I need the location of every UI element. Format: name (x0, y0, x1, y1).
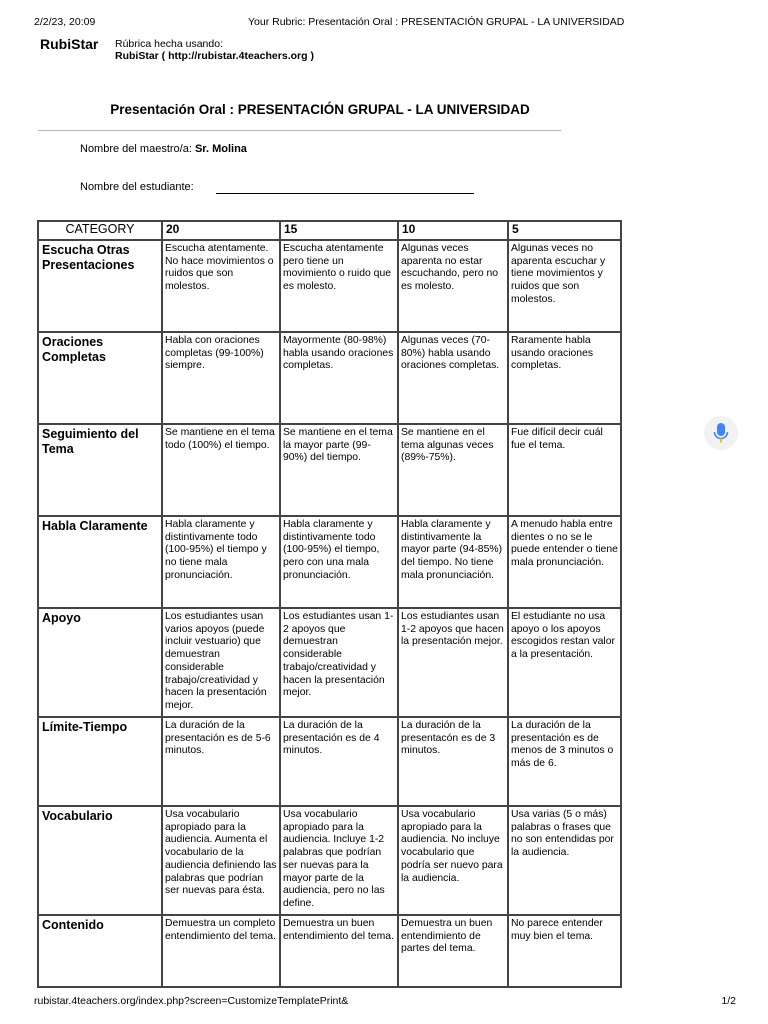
descriptor-cell: Se mantiene en el tema la mayor parte (99-90%) del tiempo. (280, 424, 398, 516)
header-row (38, 221, 621, 240)
descriptor-cell: Usa vocabulario apropiado para la audiencia. Incluye 1-2 palabras que podrían ser nuevas para la mayor parte de la audiencia, pero no las define. (280, 806, 398, 915)
category-cell: Vocabulario (38, 806, 162, 915)
category-cell: Escucha Otras Presentaciones (38, 240, 162, 332)
table-row (38, 806, 621, 915)
descriptor-cell: Habla claramente y distintivamente todo (100-95%) el tiempo, pero con una mala pronunciación. (280, 516, 398, 608)
student-label: Nombre del estudiante: (80, 181, 194, 193)
header-score-20: 20 (162, 221, 280, 240)
descriptor-cell: Demuestra un buen entendimiento del tema. (280, 915, 398, 987)
descriptor-cell: No parece entender muy bien el tema. (508, 915, 621, 987)
category-cell: Contenido (38, 915, 162, 987)
descriptor-cell: Mayormente (80-98%) habla usando oraciones completas. (280, 332, 398, 424)
descriptor-cell: Demuestra un buen entendimiento de partes del tema. (398, 915, 508, 987)
category-cell: Habla Claramente (38, 516, 162, 608)
page-title: Presentación Oral : PRESENTACIÓN GRUPAL - LA UNIVERSIDAD (110, 102, 530, 117)
student-name-blank (216, 193, 474, 194)
descriptor-cell: Fue difícil decir cuál fue el tema. (508, 424, 621, 516)
microphone-icon (713, 422, 729, 444)
descriptor-cell: Se mantiene en el tema todo (100%) el tiempo. (162, 424, 280, 516)
title-divider (38, 130, 561, 131)
made-with-label: Rúbrica hecha usando: (115, 38, 223, 50)
descriptor-cell: Raramente habla usando oraciones completas. (508, 332, 621, 424)
table-row (38, 240, 621, 332)
table-row (38, 332, 621, 424)
header-score-15: 15 (280, 221, 398, 240)
descriptor-cell: Escucha atentamente. No hace movimientos o ruidos que son molestos. (162, 240, 280, 332)
table-row (38, 608, 621, 717)
teacher-line (80, 143, 247, 155)
descriptor-cell: El estudiante no usa apoyo o los apoyos escogidos restan valor a la presentación. (508, 608, 621, 717)
category-cell: Oraciones Completas (38, 332, 162, 424)
descriptor-cell: Habla claramente y distintivamente la mayor parte (94-85%) del tiempo. No tiene mala pronunciación. (398, 516, 508, 608)
footer-url: rubistar.4teachers.org/index.php?screen=CustomizeTemplatePrint& (34, 995, 349, 1007)
descriptor-cell: Usa vocabulario apropiado para la audiencia. Aumenta el vocabulario de la audiencia definiendo las palabras que podrían ser nuevas para ésta. (162, 806, 280, 915)
teacher-label: Nombre del maestro/a: (80, 143, 192, 155)
category-cell: Seguimiento del Tema (38, 424, 162, 516)
descriptor-cell: La duración de la presentación es de menos de 3 minutos o más de 6. (508, 717, 621, 806)
descriptor-cell: La duración de la presentación es de 4 minutos. (280, 717, 398, 806)
descriptor-cell: Algunas veces no aparenta escuchar y tiene movimientos y ruidos que son molestos. (508, 240, 621, 332)
made-with-note (115, 38, 314, 62)
descriptor-cell: Los estudiantes usan varios apoyos (puede incluir vestuario) que demuestran considerable trabajo/creatividad y hacen la presentación mejor. (162, 608, 280, 717)
rubric-body (38, 221, 621, 987)
rubistar-logo: RubiStar (40, 36, 99, 52)
descriptor-cell: Usa varias (5 o más) palabras o frases que no son entendidas por la audiencia. (508, 806, 621, 915)
rubistar-link[interactable]: RubiStar ( http://rubistar.4teachers.org ) (115, 50, 314, 62)
descriptor-cell: A menudo habla entre dientes o no se le puede entender o tiene mala pronunciación. (508, 516, 621, 608)
descriptor-cell: Escucha atentamente pero tiene un movimiento o ruido que es molesto. (280, 240, 398, 332)
footer-page-number: 1/2 (721, 995, 736, 1007)
table-row (38, 717, 621, 806)
descriptor-cell: Los estudiantes usan 1-2 apoyos que hacen la presentación mejor. (398, 608, 508, 717)
descriptor-cell: Se mantiene en el tema algunas veces (89%-75%). (398, 424, 508, 516)
descriptor-cell: Habla claramente y distintivamente todo (100-95%) el tiempo y no tiene mala pronunciación. (162, 516, 280, 608)
descriptor-cell: Algunas veces aparenta no estar escuchando, pero no es molesto. (398, 240, 508, 332)
teacher-name: Sr. Molina (194, 143, 247, 155)
table-row (38, 516, 621, 608)
header-score-10: 10 (398, 221, 508, 240)
print-header (34, 16, 738, 30)
header-score-5: 5 (508, 221, 621, 240)
category-cell: Apoyo (38, 608, 162, 717)
descriptor-cell: Algunas veces (70-80%) habla usando oraciones completas. (398, 332, 508, 424)
table-row (38, 424, 621, 516)
rubric-table (37, 220, 622, 988)
header-category: CATEGORY (38, 221, 162, 240)
descriptor-cell: Habla con oraciones completas (99-100%) siempre. (162, 332, 280, 424)
print-title: Your Rubric: Presentación Oral : PRESENTACIÓN GRUPAL - LA UNIVERSIDAD (248, 16, 625, 28)
print-date: 2/2/23, 20:09 (34, 16, 96, 28)
descriptor-cell: La duración de la presentacón es de 3 minutos. (398, 717, 508, 806)
table-row (38, 915, 621, 987)
descriptor-cell: Demuestra un completo entendimiento del tema. (162, 915, 280, 987)
descriptor-cell: La duración de la presentación es de 5-6 minutos. (162, 717, 280, 806)
voice-input-button[interactable] (704, 416, 738, 450)
descriptor-cell: Los estudiantes usan 1-2 apoyos que demuestran considerable trabajo/creatividad y hacen la presentación mejor. (280, 608, 398, 717)
descriptor-cell: Usa vocabulario apropiado para la audiencia. No incluye vocabulario que podría ser nuevo para la audiencia. (398, 806, 508, 915)
category-cell: Límite-Tiempo (38, 717, 162, 806)
